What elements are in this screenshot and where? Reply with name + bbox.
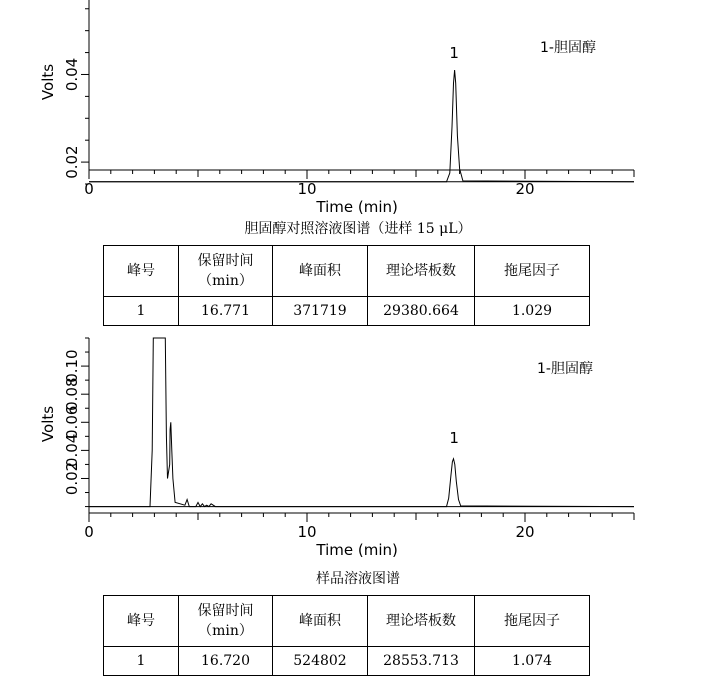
table-header-row [104,246,590,297]
header-retention-time-unit: （min） [198,623,253,639]
y-tick-label: 0.02 [63,461,81,496]
y-tick-label: 0.06 [63,405,81,439]
table-row [104,297,590,326]
results-table-sample [103,595,590,676]
cell-theoretical-plates: 28553.713 [368,647,475,676]
x-axis-label: Time (min) [316,198,398,216]
peak-label: 1 [449,429,459,447]
header-theoretical-plates: 理论塔板数 [368,246,475,297]
header-tailing-factor: 拖尾因子 [475,246,590,297]
caption-standard: 胆固醇对照溶液图谱（进样 15 μL） [244,221,472,237]
chromatogram-sample [0,330,716,568]
header-peak-no: 峰号 [104,246,179,297]
header-retention-time [179,596,273,647]
cell-retention-time: 16.720 [179,647,273,676]
legend-text: 1-胆固醇 [537,361,593,377]
x-tick-label: 20 [515,180,535,198]
x-tick-label: 0 [84,523,94,541]
y-tick-label: 0.04 [63,57,81,92]
y-axis-label: Volts [39,405,57,443]
legend-text: 1-胆固醇 [540,40,596,56]
cell-peak-no: 1 [104,297,179,326]
x-tick-label: 0 [84,180,94,198]
cell-tailing-factor: 1.074 [475,647,590,676]
header-retention-time-label: 保留时间 [197,603,254,619]
header-theoretical-plates: 理论塔板数 [368,596,475,647]
caption-sample: 样品溶液图谱 [316,571,400,587]
y-tick-label: 0.02 [63,145,81,179]
cell-peak-area: 371719 [273,297,368,326]
y-tick-label: 0.04 [63,433,81,468]
x-tick-label: 10 [297,180,317,198]
header-retention-time-unit: （min） [198,273,253,289]
cell-peak-no: 1 [104,647,179,676]
peak-label: 1 [449,44,459,62]
chromatogram-standard [0,0,716,220]
x-tick-label: 20 [515,523,535,541]
table-row [104,647,590,676]
cell-peak-area: 524802 [273,647,368,676]
y-tick-label: 0.08 [63,377,81,411]
results-table-standard [103,245,590,326]
y-axis-label: Volts [39,63,57,101]
cell-retention-time: 16.771 [179,297,273,326]
y-tick-label: 0.10 [63,349,81,383]
x-axis-label: Time (min) [316,541,398,559]
cell-tailing-factor: 1.029 [475,297,590,326]
chromatogram-trace [89,70,634,182]
header-peak-area: 峰面积 [273,596,368,647]
header-retention-time [179,246,273,297]
header-peak-no: 峰号 [104,596,179,647]
x-tick-label: 10 [297,523,317,541]
table-header-row [104,596,590,647]
header-retention-time-label: 保留时间 [197,253,254,269]
cell-theoretical-plates: 29380.664 [368,297,475,326]
header-peak-area: 峰面积 [273,246,368,297]
header-tailing-factor: 拖尾因子 [475,596,590,647]
